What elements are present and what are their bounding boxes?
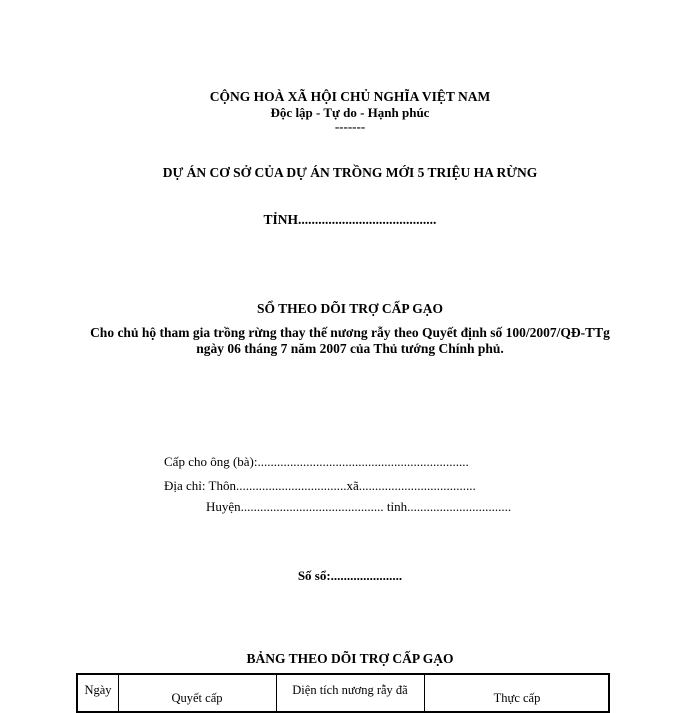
book-subtitle-line-1: Cho chủ hộ tham gia trồng rừng thay thế nương rẫy theo Quyết định số 100/2007/QĐ-TTg (90, 325, 610, 340)
country-name: CỘNG HOÀ XÃ HỘI CHỦ NGHĨA VIỆT NAM (209, 89, 491, 104)
column-header-area: Diện tích nương rẫy đã (292, 683, 408, 697)
column-header-actual: Thực cấp (493, 691, 541, 705)
header-separator: ------- (334, 119, 366, 134)
recipient-field: Cấp cho ông (bà):................................................................. (164, 454, 469, 469)
book-number: Số sổ:...................... (297, 568, 403, 583)
rice-subsidy-table (76, 673, 610, 713)
column-header-date: Ngày (84, 683, 112, 697)
book-subtitle-line-2: ngày 06 tháng 7 năm 2007 của Thủ tướng Chính phủ. (196, 341, 504, 356)
book-title: SỔ THEO DÕI TRỢ CẤP GẠO (257, 301, 443, 316)
address-field: Địa chỉ: Thôn..................................xã.................................... (164, 478, 476, 493)
province-line: TỈNH......................................... (263, 212, 437, 227)
column-header-decision: Quyết cấp (171, 691, 223, 705)
national-motto: Độc lập - Tự do - Hạnh phúc (270, 105, 430, 120)
district-field: Huyện............................................ tỉnh................................ (206, 499, 512, 514)
table-title: BẢNG THEO DÕI TRỢ CẤP GẠO (246, 651, 454, 666)
project-title: DỰ ÁN CƠ SỞ CỦA DỰ ÁN TRỒNG MỚI 5 TRIỆU HA RỪNG (162, 165, 538, 180)
